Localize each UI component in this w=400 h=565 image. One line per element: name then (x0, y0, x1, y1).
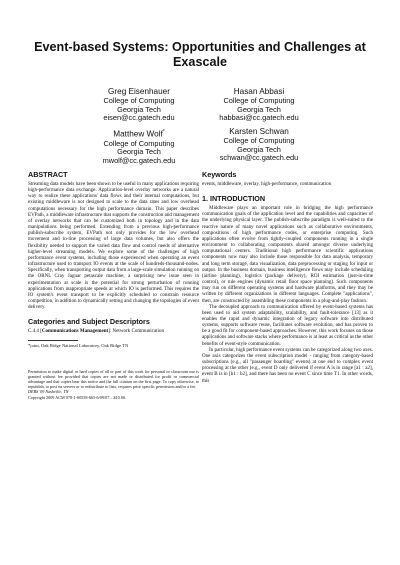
author-block-3 (69, 127, 209, 166)
author-block-2 (189, 87, 329, 123)
author-affiliation: College of Computing (223, 136, 295, 145)
author-affiliation: College of Computing (223, 96, 295, 105)
author-email: mwolf@cc.gatech.edu (102, 155, 176, 165)
categories-bold: Communications Management (41, 328, 109, 335)
keywords-text: events, middleware, overlay, high-performance, communication (202, 181, 332, 187)
title-line-2: Exascale (173, 55, 227, 69)
footnote-rule (28, 340, 78, 341)
intro-paragraph-1: Middleware plays an important role in bridging the high performance communication goals of the application level and the capabilities and capacities of the underlying physical layer. The publish-subscribe paradigm is well-suited to the reactive nature of many novel applications such as collaborative environments, compositions of high performance codes, or enterprise computing. Such applications often evolve from tightly-coupled components running in a single environment to collaborating components shared amongst diverse underlying computational centers. Traditional high performance scientific applications components now may also include those responsible for data analysis, temporary and long term storage, data visualization, data preprocessing or staging for input or output. In the business domain, business intelligence flows may include scheduling (airline planning), logistics (package delivery), ROI estimation (just-in-time control), or rule engines (dynamic retail floor space planning). Such components may run on different operating systems and hardware platforms, and they may be written by different organizations in different languages. Complete "applications", then, are constructed by assembling these components in a plug-and-play fashion. (202, 205, 373, 304)
intro-paragraph-2: The decoupled approach to communication offered by event-based systems has been used to aid system adaptability, scalability, and fault-tolerance [13] as it enables the rapid and dynamic integration of legacy software into distributed systems, supports software reuse, facilitates software evolution, and has proven to be a good fit for component-based approaches. However, this work focuses on those applications and software stacks where performance is at least as critical as the other benefits of event-style communication. (202, 303, 373, 347)
keywords-heading: Keywords (202, 170, 237, 179)
categories-prefix: C.4.4 [ (28, 328, 42, 335)
author-email: schwan@cc.gatech.edu (219, 153, 299, 163)
paper-title (20, 40, 380, 70)
right-column (202, 170, 373, 384)
author-name: Hasan Abbasi (233, 87, 285, 96)
affiliation-footnote: *joint, Oak Ridge National Laboratory, Oak Ridge TN (28, 343, 129, 349)
author-name (69, 127, 209, 140)
author-affiliation: Georgia Tech (117, 104, 161, 114)
author-footnote-mark: * (162, 129, 165, 135)
left-column (28, 170, 199, 400)
author-affiliation: College of Computing (103, 96, 175, 105)
author-name-text: Matthew Wolf (113, 129, 163, 139)
categories-heading: Categories and Subject Descriptors (28, 317, 150, 327)
author-block-4 (189, 127, 329, 163)
author-affiliation: Georgia Tech (237, 104, 281, 114)
venue-line: DEBS '09 Nashville, TN (28, 389, 69, 395)
author-name: Greg Eisenhauer (108, 87, 170, 96)
author-affiliation: Georgia Tech (237, 144, 281, 154)
author-block-1 (69, 87, 209, 123)
author-email: habbasi@cc.gatech.edu (219, 113, 299, 123)
intro-paragraph-3: In particular, high performance event systems can be categorized along two axes. One axis categorizes the event subscription model - ranging from category-based subscriptions (e.g., all "passenger boarding" events) at one end to complex event processing at the other (e.g., event D only delivered if event A is in range [a1 : a2], event B is in [b1 : b2], and there has been no event C since time T1. In other words, this (202, 346, 373, 384)
abstract-text: Streaming data models have been shown to be useful in many applications requiring high-performance data exchange. Application-level overlay networks are a natural way to realize these applications' data flows and their internal computations, but existing middleware is not designed to scale to the data rates and low overhead computations necessary for the high performance domain. This paper describes EVPath, a middleware infrastructure that supports the construction and management of overlay networks that can be customized both in topology and in the data manipulations being performed. Extending from a previous high-performance publish-subscribe system, EVPath not only provides for the low overhead movement and in-line processing of large data volumes, but also offers the flexibility needed to support the varied data flow and control needs of alternative higher-level streaming models. We explore some of the challenges of high performance event systems, including those experienced when operating an event infrastructure used to transport IO events at the scale of hundreds-thousand-nodes. Specifically, when transporting output data from a large-scale simulation running on the ORNL Cray Jaguar petascale machine, a surprising new issue seen in experimentation at scale is the potential for strong perturbation of running applications from inappropriate speeds at which IO is performed. This requires the IO system's event transport to be explicitly scheduled to constrain resource competition, in addition to dynamically setting and changing the topologies of event delivery. (28, 181, 199, 311)
title-line-1: Event-based Systems: Opportunities and Challenges at (34, 40, 366, 54)
categories-suffix: ]: Network Communication (108, 328, 164, 335)
author-affiliation: College of Computing (103, 138, 175, 148)
author-email: eisen@cc.gatech.edu (103, 113, 175, 123)
copyright-line: Copyright 2009 ACM 978-1-60558-665-6/09/07 ...$10.00. (28, 394, 127, 400)
author-affiliation: Georgia Tech (117, 147, 161, 157)
categories-text (28, 328, 199, 334)
author-name: Karsten Schwan (229, 127, 289, 136)
abstract-heading: ABSTRACT (28, 170, 68, 179)
permission-notice: Permission to make digital or hard copies of all or part of this work for personal or classroom use is granted without fee provided that copies are not made or distributed for profit or commercial advantage and that copies bear this notice and the full citation on the first page. To copy otherwise, to republish, to post on servers or to redistribute to lists, requires prior specific permission and/or a fee. (28, 369, 199, 390)
introduction-heading: 1. INTRODUCTION (202, 194, 266, 204)
